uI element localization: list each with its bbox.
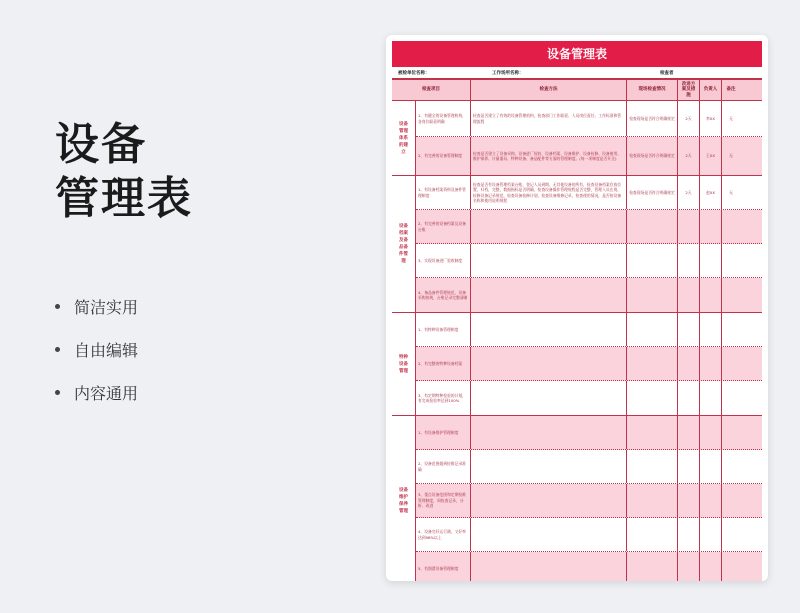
cell-method (471, 552, 627, 581)
cell-method (471, 244, 627, 277)
hero-title (55, 118, 193, 226)
cell-note: 无 (729, 115, 733, 121)
cell-item: 4、备品备件管理规范，设备采购按规，台账记录完整清晰 (416, 278, 471, 312)
cell-note (722, 244, 740, 277)
cell-site (627, 347, 678, 380)
cell-note (722, 484, 740, 517)
table-row (416, 552, 762, 581)
unit-label: 被检单位名称： (398, 70, 430, 76)
cell-item: 2、设备范围做到检维记录准确 (416, 450, 471, 483)
cell-method (471, 278, 627, 312)
cell-owner (700, 278, 722, 312)
table-row (416, 381, 762, 415)
table-row (416, 244, 762, 278)
cell-note (722, 518, 740, 551)
cell-item: 2、有完善的设备档案及设备台账 (416, 210, 471, 243)
cell-plan (678, 381, 700, 415)
section-label: 设备档案及备品备件管理 (392, 176, 416, 312)
table-section (392, 416, 762, 581)
table-row (416, 484, 762, 518)
cell-owner (700, 484, 722, 517)
cell-site: 检查现场是否符合明确规定 (627, 101, 678, 136)
cell-plan (678, 347, 700, 380)
cell-owner: 赵XX (700, 176, 722, 209)
cell-site (627, 244, 678, 277)
cell-item: 1、有健全的设备管理机构，各岗位职责明确 (416, 101, 471, 136)
cell-plan: 2天 (678, 176, 700, 209)
cell-site (627, 381, 678, 415)
cell-item: 3、有定期特种检验的计划，有完成检验率达到100% (416, 381, 471, 415)
bullet-icon (55, 304, 60, 309)
cell-note (722, 278, 740, 312)
cell-method (471, 210, 627, 243)
inspector-label: 检查者 (660, 70, 674, 76)
cell-plan (678, 210, 700, 243)
cell-site (627, 416, 678, 449)
table-row (416, 137, 762, 175)
inspection-table (392, 79, 762, 581)
cell-owner (700, 347, 722, 380)
cell-owner (700, 244, 722, 277)
hero-title-line1: 设备 (55, 119, 147, 170)
sheet-title: 设备管理表 (392, 41, 762, 67)
table-row (416, 313, 762, 347)
table-row (416, 176, 762, 210)
header-note: 备注 (726, 87, 736, 93)
cell-plan (678, 518, 700, 551)
hero-title-line2: 管理表 (55, 173, 193, 224)
cell-method: 检查是否有设备管理档案台账，登记人员到期，无其他设备的所有，检查设备档案存放位置，归档，完整，数据指标是否明确，检查设备操作管理规程是否完整，管理人员在岗，检修设备记录规范，检查设备检修计划，检查设备维修记录，检查使用情况，是否按设备名称和使用说明规程 (471, 176, 627, 209)
cell-note: 无 (729, 189, 733, 195)
bullet-icon (55, 347, 60, 352)
header-item: 检查项目 (392, 80, 471, 100)
cell-owner: 李XX (700, 101, 722, 136)
cell-item: 1、有设备维护管理制度 (416, 416, 471, 449)
table-row (416, 450, 762, 484)
cell-site (627, 210, 678, 243)
cell-item: 4、设备完好运行满，又好率达到98%以上 (416, 518, 471, 551)
cell-item: 2、有完善的设备管理制度 (416, 137, 471, 175)
cell-method (471, 450, 627, 483)
feature-item: 内容通用 (55, 371, 138, 414)
cell-owner (700, 313, 722, 346)
cell-plan (678, 484, 700, 517)
table-row (416, 278, 762, 312)
place-label: 工作场所名称： (492, 70, 524, 76)
cell-site (627, 278, 678, 312)
cell-method (471, 347, 627, 380)
section-label: 设备管理体系的建立 (392, 101, 416, 175)
section-label: 特种设备管理 (392, 313, 416, 415)
table-section (392, 176, 762, 313)
cell-owner (700, 450, 722, 483)
cell-site (627, 518, 678, 551)
cell-item: 5、有润滑设备管理制度 (416, 552, 471, 581)
document-preview (386, 35, 768, 581)
cell-plan: 2天 (678, 101, 700, 136)
table-row (416, 101, 762, 137)
feature-list (55, 285, 138, 414)
table-row (416, 518, 762, 552)
cell-method: 检查是否建立了有效的设备管理机构，检查部门工作职责、人员岗位责任、工作标准和管理流程 (471, 101, 627, 136)
cell-plan (678, 313, 700, 346)
cell-method: 检查是否建立了设备采购、设备进厂验收、设备档案、设备维护、设备检修、设备使用、维护保养、计量器具、特种设备、备品配件等方面的管理制度。(每一项制度是否开全) (471, 137, 627, 175)
cell-plan (678, 244, 700, 277)
table-section (392, 101, 762, 176)
cell-owner: 王XX (700, 137, 722, 175)
bullet-icon (55, 390, 60, 395)
cell-item: 1、有特种设备管理制度 (416, 313, 471, 346)
cell-site (627, 450, 678, 483)
cell-site (627, 484, 678, 517)
section-label: 设备维护保养管理 (392, 416, 416, 581)
cell-item: 3、实现设备进厂验收制度 (416, 244, 471, 277)
cell-note: 无 (729, 153, 733, 159)
cell-note (722, 313, 740, 346)
cell-note (722, 347, 740, 380)
table-row (416, 210, 762, 244)
cell-method (471, 416, 627, 449)
cell-method (471, 381, 627, 415)
cell-owner (700, 416, 722, 449)
cell-note (722, 552, 740, 581)
header-plan: 改进方案及措施 (678, 80, 700, 100)
table-section (392, 313, 762, 416)
cell-site (627, 552, 678, 581)
header-site: 现场检查情况 (627, 80, 678, 100)
cell-note (722, 416, 740, 449)
feature-item: 自由编辑 (55, 328, 138, 371)
table-row (416, 347, 762, 381)
cell-note (722, 450, 740, 483)
header-owner: 负责人 (700, 80, 722, 100)
cell-plan (678, 552, 700, 581)
table-row (416, 416, 762, 450)
table-header (392, 79, 762, 101)
feature-item: 简洁实用 (55, 285, 138, 328)
header-method: 检查方法 (471, 80, 627, 100)
cell-owner (700, 381, 722, 415)
cell-plan (678, 450, 700, 483)
cell-plan (678, 278, 700, 312)
info-row (392, 67, 762, 79)
cell-method (471, 518, 627, 551)
cell-plan: 2天 (678, 137, 700, 175)
cell-item: 3、重点设备范围和定期检维管理制度，周检查记录，分析、改进 (416, 484, 471, 517)
cell-owner (700, 552, 722, 581)
cell-note (722, 210, 740, 243)
cell-item: 2、有完整的特种设备档案 (416, 347, 471, 380)
cell-owner (700, 518, 722, 551)
cell-item: 1、有设备档案资料及备件管理制度 (416, 176, 471, 209)
cell-site (627, 313, 678, 346)
cell-owner (700, 210, 722, 243)
cell-method (471, 313, 627, 346)
cell-note (722, 381, 740, 415)
cell-site: 检查现场是否符合明确规定 (627, 137, 678, 175)
cell-plan (678, 416, 700, 449)
cell-site: 检查现场是否符合明确规定 (627, 176, 678, 209)
cell-method (471, 484, 627, 517)
